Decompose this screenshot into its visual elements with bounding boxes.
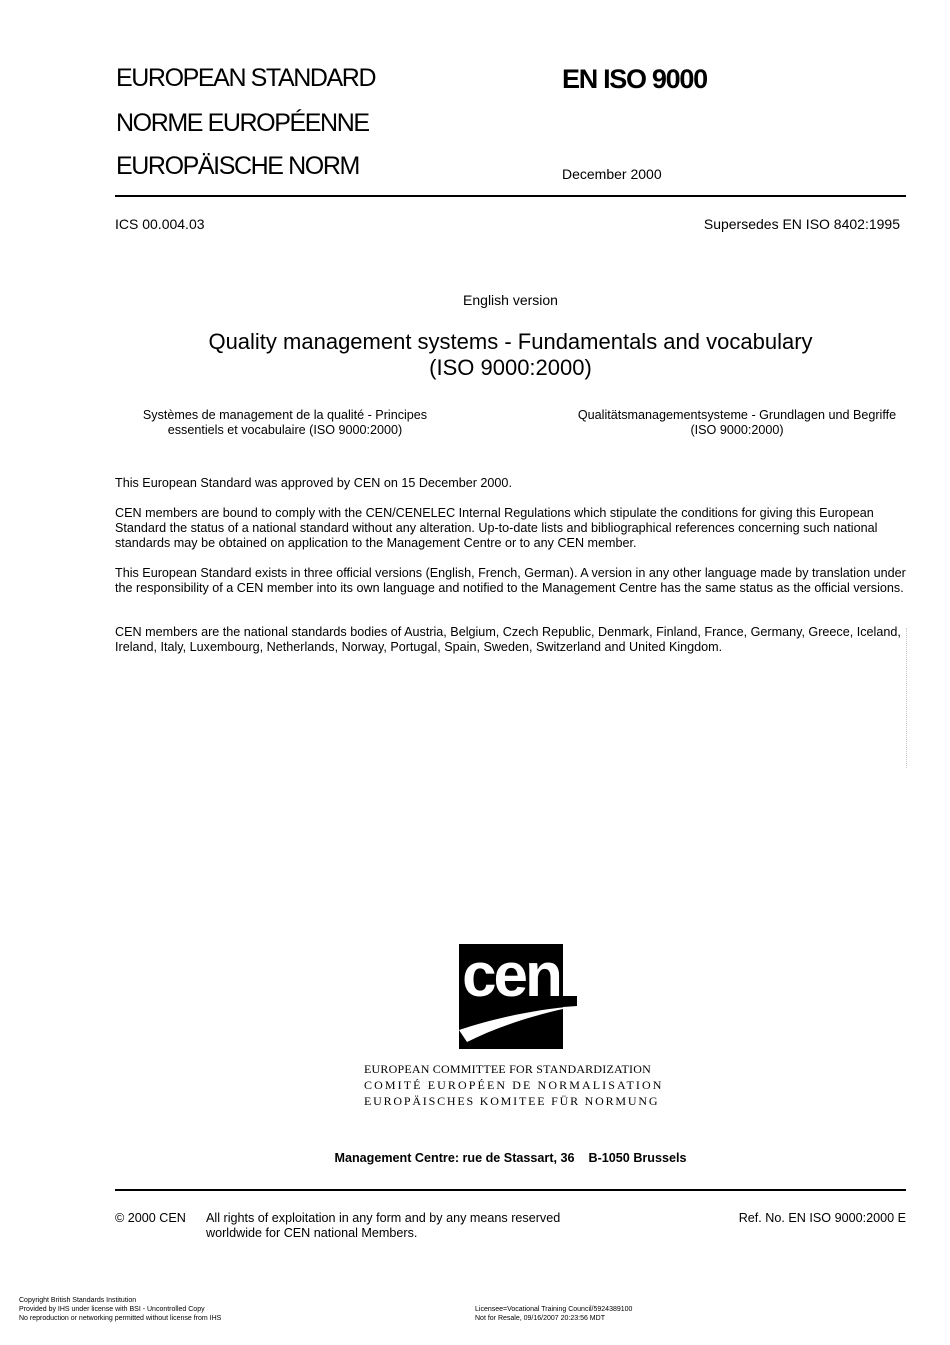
management-centre-address: Management Centre: rue de Stassart, 36 B-1050 Brussels: [334, 1151, 687, 1165]
french-title-line1: Systèmes de management de la qualité - Principes: [142, 408, 428, 422]
bodies-paragraph: CEN members are the national standards bodies of Austria, Belgium, Czech Republic, Denmark, Finland, France, Germany, Greece, Iceland, Ireland, Italy, Luxembourg, Netherlands, Norway, Portugal, Spain, Sweden, Switzerland and United Kingdom.: [115, 625, 901, 654]
license-left: [19, 1296, 221, 1323]
french-title: [115, 408, 455, 438]
reference-number: Ref. No. EN ISO 9000:2000 E: [738, 1211, 906, 1225]
title-english: EUROPEAN STANDARD: [116, 64, 376, 92]
committee-english: EUROPEAN COMMITTEE FOR STANDARDIZATION: [364, 1062, 651, 1076]
committee-french: COMITÉ EUROPÉEN DE NORMALISATION: [364, 1078, 664, 1092]
document-title-line1: Quality management systems - Fundamentals and vocabulary: [208, 329, 813, 354]
ics-code: ICS 00.004.03: [115, 216, 205, 232]
german-title-line2: (ISO 9000:2000): [690, 423, 784, 437]
approval-statement: This European Standard was approved by CEN on 15 December 2000.: [115, 476, 512, 490]
supersedes-note: Supersedes EN ISO 8402:1995: [703, 216, 900, 232]
license-left-line3: No reproduction or networking permitted without license from IHS: [19, 1315, 222, 1322]
license-right: [475, 1305, 632, 1323]
license-left-line2: Provided by IHS under license with BSI - Uncontrolled Copy: [19, 1306, 205, 1313]
standard-number: EN ISO 9000: [562, 64, 707, 94]
document-title: [115, 329, 906, 381]
cen-logo-text: cen: [462, 944, 560, 1010]
license-left-line1: Copyright British Standards Institution: [19, 1297, 137, 1304]
license-right-line2: Not for Resale, 09/16/2007 20:23:56 MDT: [475, 1315, 605, 1322]
cen-logo-graphic: [459, 944, 577, 1049]
french-title-line2: essentiels et vocabulaire (ISO 9000:2000): [167, 423, 403, 437]
margin-mark: [906, 628, 908, 768]
title-french: NORME EUROPÉENNE: [116, 109, 369, 137]
version-label: English version: [463, 292, 558, 308]
copyright-notice: © 2000 CEN: [115, 1211, 186, 1225]
header-rule: [115, 195, 906, 197]
title-german: EUROPÄISCHE NORM: [116, 152, 359, 180]
license-right-line1: Licensee=Vocational Training Council/5924389100: [475, 1306, 633, 1313]
members-paragraph: CEN members are bound to comply with the CEN/CENELEC Internal Regulations which stipulate the conditions for giving this European Standard the status of a national standard without any alteration. Up-to-date lists and bibliographical references concerning such national standards may be obtained on application to the Management Centre or to any CEN member.: [115, 506, 878, 550]
cen-logo: [459, 944, 577, 1049]
german-title-line1: Qualitätsmanagementsysteme - Grundlagen und Begriffe: [577, 408, 897, 422]
footer-rule: [115, 1189, 906, 1191]
committee-german: EUROPÄISCHES KOMITEE FÜR NORMUNG: [364, 1094, 660, 1108]
rights-statement: [206, 1211, 560, 1241]
document-title-line2: (ISO 9000:2000): [429, 355, 592, 380]
german-title: [566, 408, 908, 438]
rights-line1: All rights of exploitation in any form and by any means reserved: [206, 1211, 561, 1225]
publication-date: December 2000: [562, 166, 662, 182]
versions-paragraph: This European Standard exists in three official versions (English, French, German). A version in any other language made by translation under the responsibility of a CEN member into its own language and notified to the Management Centre has the same status as the official versions.: [115, 566, 906, 595]
rights-line2: worldwide for CEN national Members.: [206, 1226, 418, 1240]
